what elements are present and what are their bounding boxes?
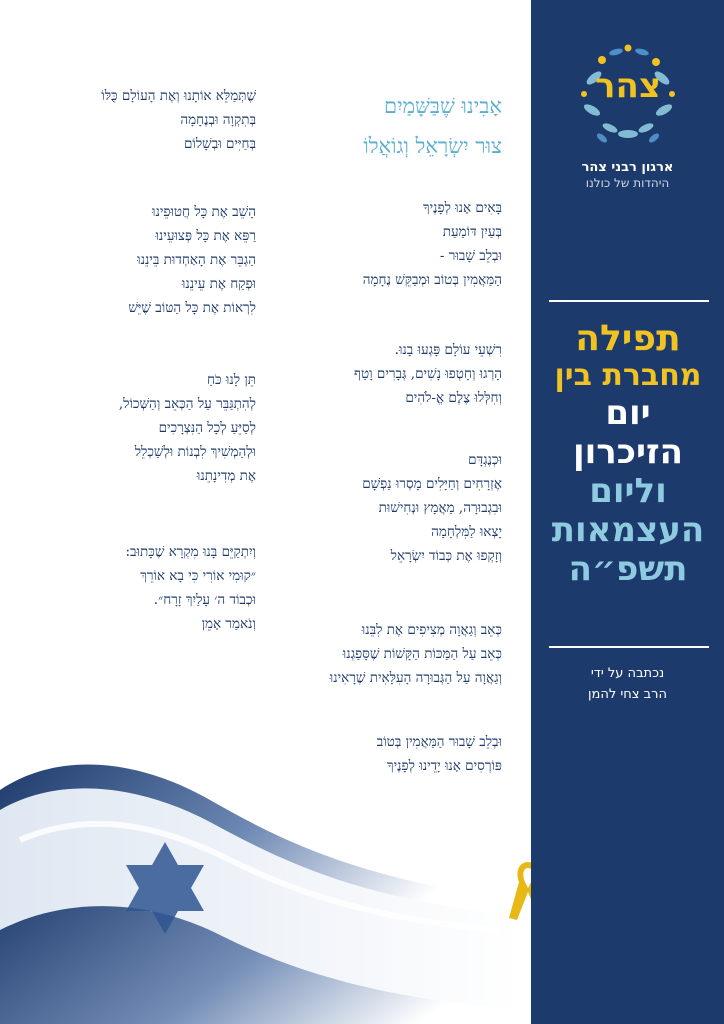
right-stanza-3: וּכְנֶגְדָּם אֶזְרָחִים וְחַיָּלִים מָסְרוּ נַפְשָׁם וּבִגְבוּרָה, מַאֲמָץ וּנְחִישׁוּת יָצְאוּ לַמִּלְחָמָה וְזָקְפוּ אֶת כְּבוֹד יִשְׂרָאֵל	[362, 452, 502, 564]
left-stanza-2: הָשֵׁב אֶת כָּל חֲטוּפֵינוּ רַפֵּא אֶת כָּל פְּצוּעֵינוּ הַגְבֵּר אֶת הָאַחְדוּת בֵּינֵנוּ וּפְקַח אֶת עֵינֵנוּ לִרְאוֹת אֶת כָּל הַטּוֹב שֶׁיֵּשׁ	[128, 204, 256, 316]
title-line-5: וליום	[589, 471, 667, 512]
title-line-2: מחברת בין	[554, 358, 702, 394]
title-line-4: הזיכרון	[572, 431, 684, 472]
left-stanza-1: שֶׁתְּמַלֵּא אוֹתָנוּ וְאֶת הָעוֹלָם כֻּלּוֹ בְּתִקְוָה וּבְנֶחָמָה בְּחַיִּים וּבְשָׁלוֹם	[101, 88, 256, 152]
title-line-7: תשפ״ה	[568, 549, 688, 590]
tzohar-logo	[572, 38, 684, 150]
title-line-3: יום	[605, 392, 651, 433]
left-stanza-4: וְיִתְקַיֵּם בָּנוּ מִקְרָא שֶׁכָּתוּב: ״קוּמִי אוֹרִי כִּי בָא אוֹרֵךְ וּכְבוֹד ה׳ עָלַיִךְ זָרָח״. וְנֹאמַר אָמֵן	[125, 544, 256, 632]
right-stanza-1: בָּאִים אָנוּ לְפָנֶיךָ בְּעַיִן דּוֹמַעַת וּבְלֵב שָׁבוּר - הַמַּאֲמִין בְּטוֹב וּמְבַקֵּשׁ נֶחָמָה	[362, 200, 502, 288]
page-title	[539, 318, 717, 589]
logo-wordmark: צהר	[594, 66, 662, 106]
org-name: ארגון רבני צהר	[581, 160, 674, 175]
author-line-1: נכתבה על ידי	[590, 666, 665, 681]
title-line-6: העצמאות	[551, 510, 705, 551]
designer-credit	[14, 192, 28, 292]
author-line-2: הרב צחי להמן	[588, 686, 667, 702]
right-stanza-4: כְּאֵב וְגַאֲוָה מְצִיפִים אֶת לִבֵּנוּ כְּאֵב עַל הַמַּכּוֹת הַקָּשׁוֹת שֶׁסָּפַגְנוּ וְגַאֲוָה עַל הַגְּבוּרָה הָעִלָּאִית שֶׁרָאִינוּ	[329, 622, 502, 686]
right-stanza-2: רִשְׁעֵי עוֹלָם פָּגְעוּ בָנוּ. הָרְגוּ וְחָטְפוּ נָשִׁים, גְּבָרִים וָטַף וְחִלְּלוּ צֶלֶם אֱ-לֹהִים	[354, 342, 502, 406]
org-tagline: היהדות של כולנו	[585, 176, 670, 190]
right-stanza-5: וּבְלֵב שָׁבוּר הַמַּאֲמִין בְּטוֹב פּוֹרְסִים אָנוּ יָדֵינוּ לְפָנֶיךָ	[376, 734, 502, 774]
title-line-1: תפילה	[575, 318, 681, 359]
sidebar-panel	[531, 0, 724, 1024]
prayer-heading	[363, 86, 502, 166]
heading-line-1: אָבִינוּ שֶׁבַּשָּׁמַיִם	[383, 94, 502, 118]
divider-top	[549, 300, 709, 302]
heading-line-2: צוּר יִשְׂרָאֵל וְגוֹאֲלוֹ	[363, 134, 502, 158]
left-stanza-3: תֵּן לָנוּ כֹּחַ לְהִתְגַּבֵּר עַל הַכְּאֵב וְהַשְּׁכוֹל, לְסַיֵּעַ לְכָל הַנִּצְרָכִים וּלְהַמְשִׁיךְ לִבְנוֹת וּלְשַׁכְלֵל אֶת מְדִינָתֵנוּ	[118, 372, 256, 484]
divider-bottom	[549, 646, 709, 648]
author-credit	[531, 664, 724, 706]
